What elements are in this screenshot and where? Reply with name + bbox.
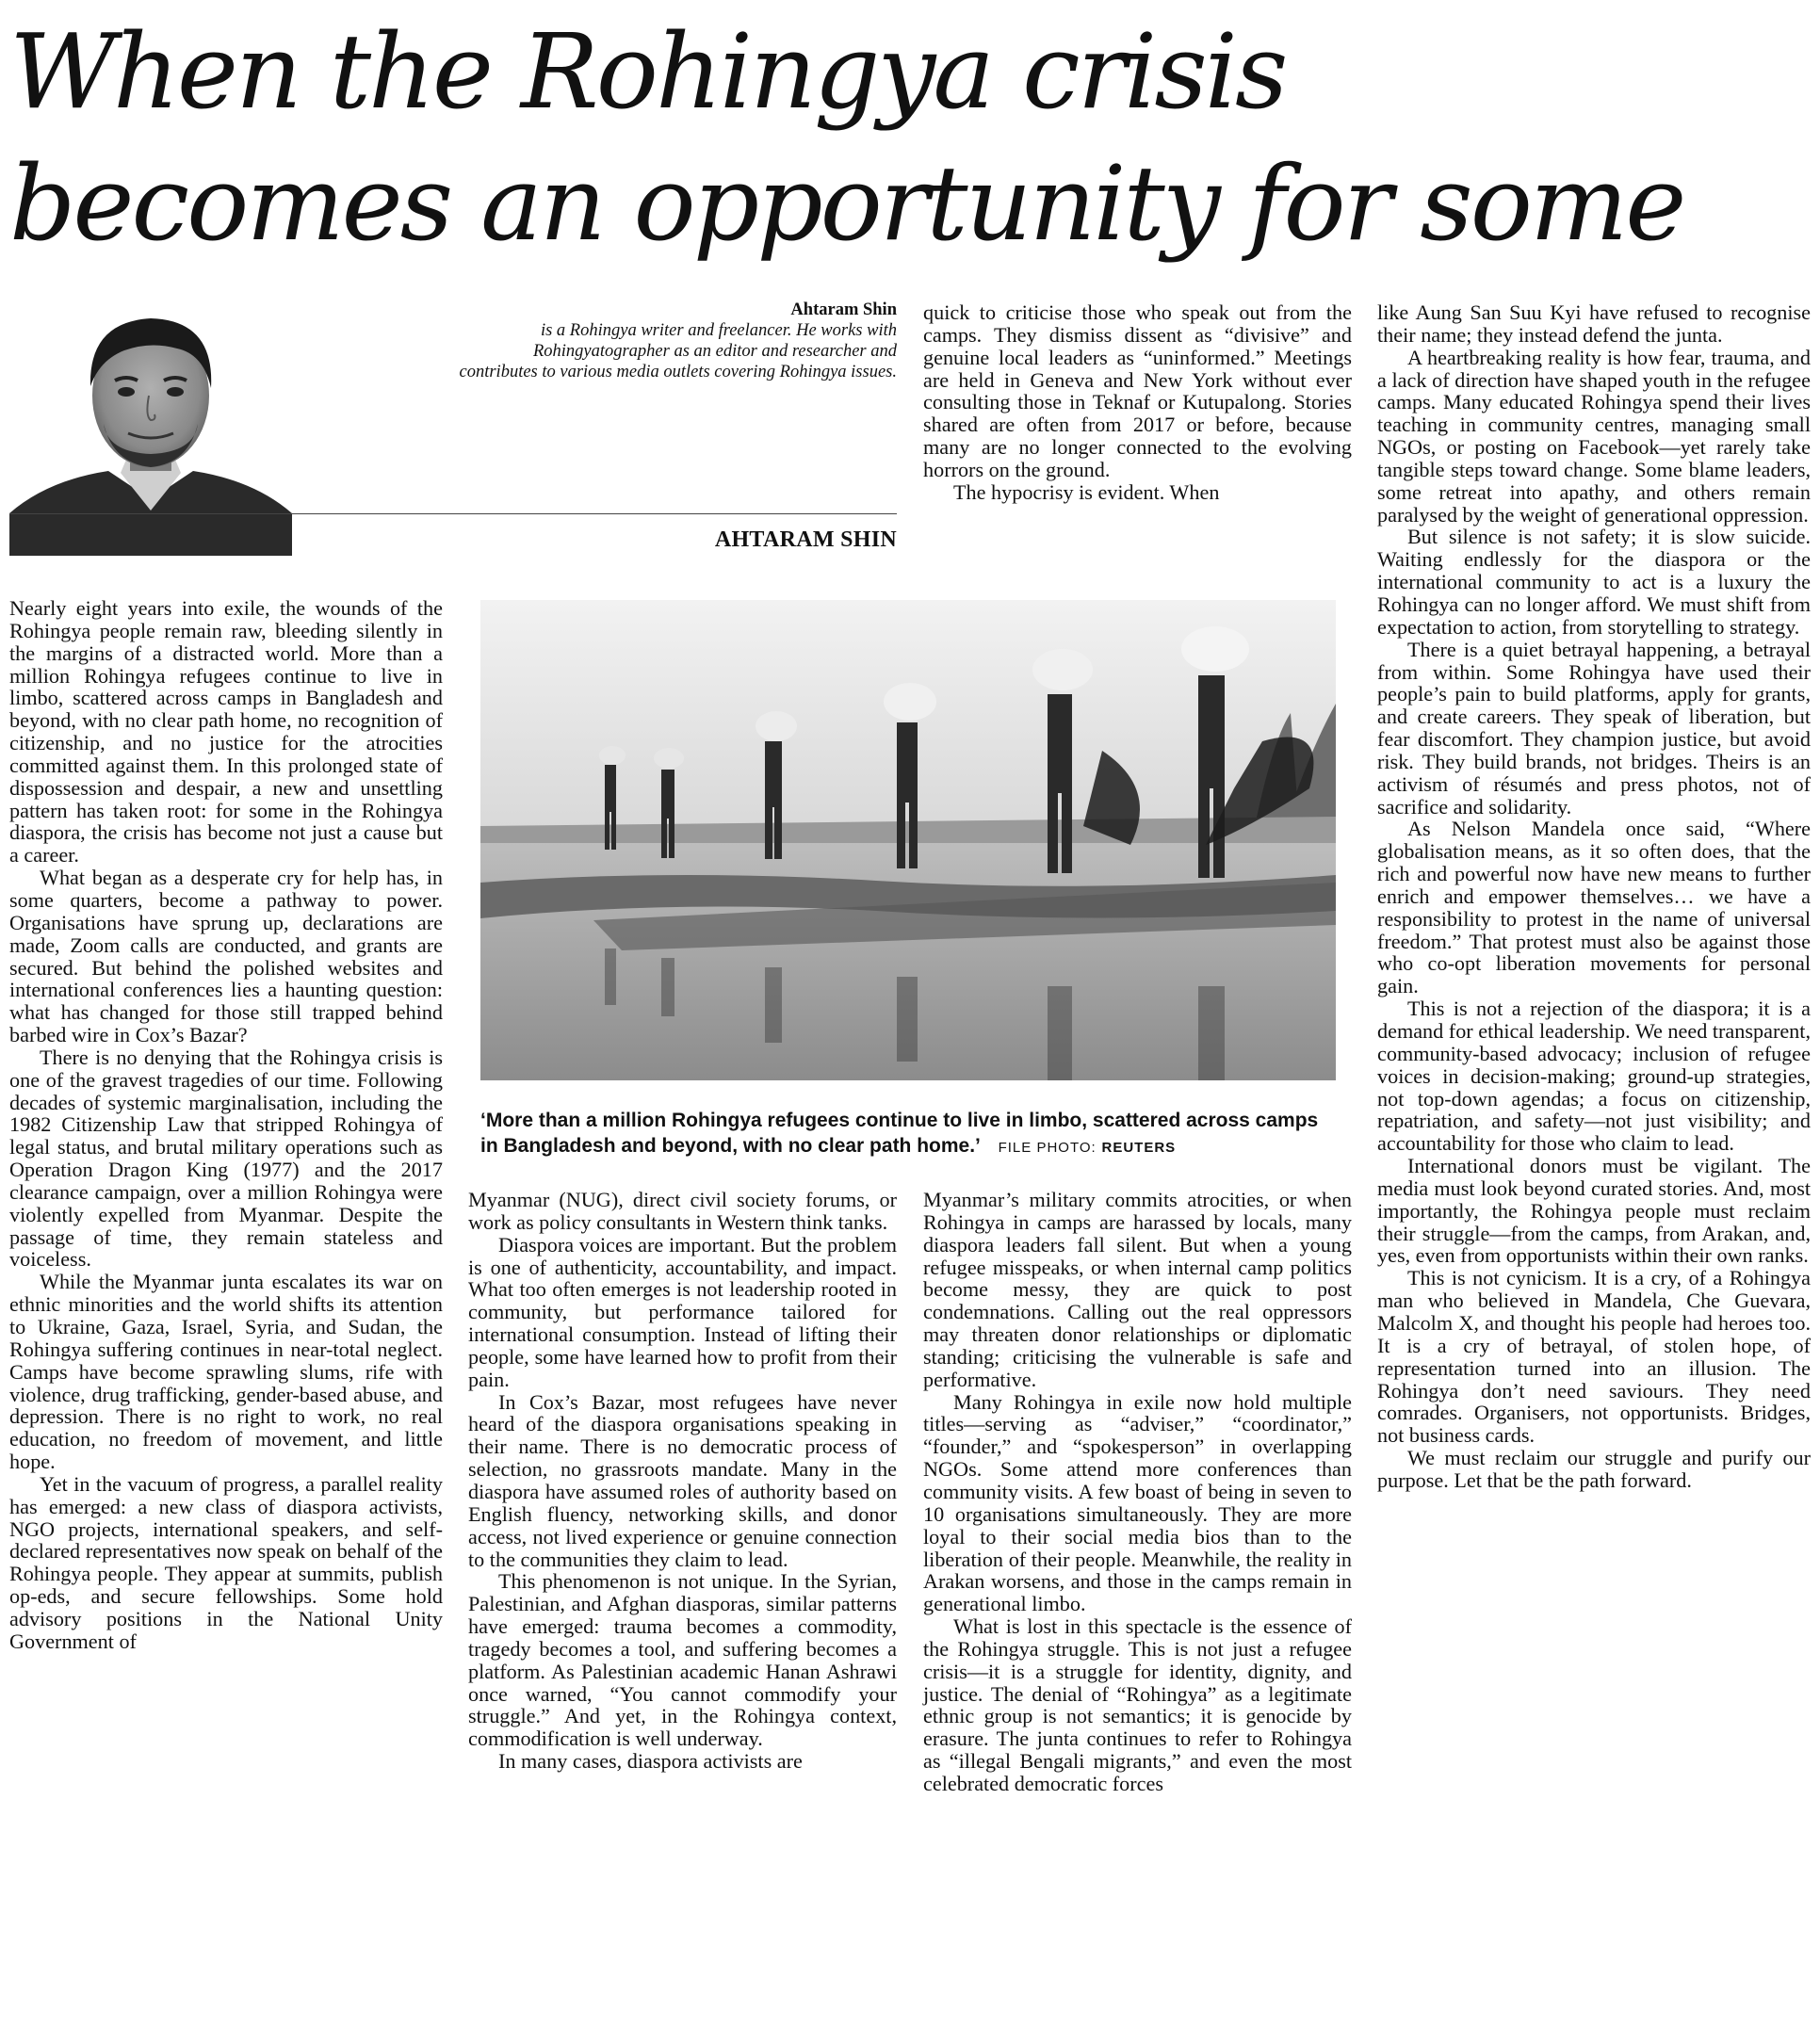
article-column-4 <box>1377 301 1811 1492</box>
headline <box>9 6 1813 269</box>
paragraph: What began as a desperate cry for help has, in some quarters, become a pathway to power. Organisations have sprung up, declarations are made, Zoom calls are conducted, and grants are secured. But behind the polished websites and international conferences lies a haunting question: what has changed for those still trapped behind barbed wire in Cox’s Bazar? <box>9 866 443 1047</box>
paragraph: This is not a rejection of the diaspora; it is a demand for ethical leadership. We need transparent, community-based advocacy; inclusion of refugee voices in decision-making; ground-up strategies, not top-down agendas; a focus on citizenship, repatriation, and safety—not just visibility; and accountability for those who claim to lead. <box>1377 997 1811 1156</box>
author-portrait <box>9 301 292 556</box>
paragraph: Myanmar’s military commits atrocities, or when Rohingya in camps are harassed by locals, many diaspora leaders fall silent. But when a young refugee misspeaks, or when internal camp politics become messy, they are quick to post condemnations. Calling out the real oppressors may threaten donor relationships or diplomatic standing; criticising the vulnerable is safe and performative. <box>923 1188 1352 1391</box>
bio-author-name: Ahtaram Shin <box>790 300 897 319</box>
photo-credit-label: FILE PHOTO: <box>998 1140 1097 1156</box>
article-column-2 <box>468 1189 897 1773</box>
paragraph: A heartbreaking reality is how fear, trauma, and a lack of direction have shaped youth in the refugee camps. Many educated Rohingya spend their lives teaching in community centres, managing small NGOs, or posting on Facebook—yet rarely take tangible steps toward change. Some blame leaders, some retreat into apathy, and others remain paralysed by the weight of generational oppression. <box>1377 345 1811 527</box>
paragraph: There is no denying that the Rohingya crisis is one of the gravest tragedies of our time. Following decades of systemic marginalisation, including the 1982 Citizenship Law that stripped Rohingya of legal status, and brutal military operations such as Operation Dragon King (1977) and the 2017 clearance campaign, over a million Rohingya were violently expelled from Myanmar. Despite the passage of time, they remain stateless and voiceless. <box>9 1045 443 1272</box>
headline-line-1: When the Rohingya crisis <box>9 11 1286 132</box>
article-column-1 <box>9 597 443 1653</box>
headline-line-2: becomes an opportunity for some <box>9 143 1684 264</box>
paragraph: While the Myanmar junta escalates its war on ethnic minorities and the world shifts its attention to Ukraine, Gaza, Israel, Syria, and Sudan, the Rohingya suffering continues in near-total neglect. Camps have become sprawling slums, rife with violence, drug trafficking, gender-based abuse, and depression. There is no right to work, no real education, no freedom of movement, and little hope. <box>9 1270 443 1474</box>
paragraph: In Cox’s Bazar, most refugees have never heard of the diaspora organisations speaking in their name. There is no democratic process of selection, no grassroots mandate. Many in the diaspora have assumed roles of authority based on English fluency, networking skills, and donor access, not lived experience or genuine connection to the communities they claim to lead. <box>468 1389 897 1571</box>
byline-rule <box>9 513 897 514</box>
paragraph: Many Rohingya in exile now hold multiple titles—serving as “adviser,” “coordinator,” “founder,” and “spokesperson” in overlapping NGOs. Some attend more conferences than community visits. A few boast of being in seven to 10 organisations simultaneously. They are more loyal to their social media bios than to the liberation of their people. Meanwhile, the reality in Arakan worsens, and those in the camps remain in generational limbo. <box>923 1389 1352 1616</box>
photo-credit-source: REUTERS <box>1101 1140 1177 1156</box>
bio-description: is a Rohingya writer and freelancer. He works with Rohingyatographer as an editor and researcher and contributes to various media outlets covering Rohingya issues. <box>459 321 897 381</box>
paragraph: In many cases, diaspora activists are <box>498 1749 803 1774</box>
paragraph: International donors must be vigilant. The media must look beyond curated stories. And, most importantly, the Rohingya people must reclaim their struggle—from the camps, from Arakan, and, yes, even from opportunists within their own ranks. <box>1377 1154 1811 1268</box>
paragraph: But silence is not safety; it is slow suicide. Waiting endlessly for the diaspora or the international community to act is a luxury the Rohingya can no longer afford. We must shift from expectation to action, from storytelling to strategy. <box>1377 525 1811 639</box>
paragraph: As Nelson Mandela once said, “Where globalisation means, as it so often does, that the rich and powerful now have new means to further enrich and empower themselves… we have a responsibility to protest in the name of universal freedom.” That protest must also be against those who co-opt liberation movements for personal gain. <box>1377 817 1811 998</box>
paragraph: quick to criticise those who speak out from the camps. They dismiss dissent as “divisive” and genuine local leaders as “uninformed.” Meetings are held in Geneva and New York without ever consulting those in Teknaf or Kutupalong. Stories shared are often from 2017 or before, because many are no longer connected to the evolving horrors on the ground. <box>923 300 1352 481</box>
photo-caption <box>480 1108 1336 1160</box>
paragraph: like Aung San Suu Kyi have refused to recognise their name; they instead defend the junta. <box>1377 300 1811 347</box>
paragraph: There is a quiet betrayal happening, a betrayal from within. Some Rohingya have used their people’s pain to build platforms, apply for grants, and create careers. They speak of liberation, but fear discomfort. They champion justice, but avoid risk. They build brands, not bridges. Theirs is an activism of résumés and press photos, not of sacrifice and solidarity. <box>1377 637 1811 819</box>
paragraph: Yet in the vacuum of progress, a parallel reality has emerged: a new class of diaspora activists, NGO projects, international speakers, and self-declared representatives now speak on behalf of the Rohingya people. They appear at summits, publish op-eds, and secure fellowships. Some hold advisory positions in the National Unity Government of <box>9 1471 443 1653</box>
paragraph: The hypocrisy is evident. When <box>953 479 1220 504</box>
article-column-3-bottom <box>923 1189 1352 1795</box>
paragraph: This is not cynicism. It is a cry, of a Rohingya man who believed in Mandela, Che Guevara, Malcolm X, and thought his people had heroes too. It is a cry of betrayal, of stolen hope, of representation turned into an illusion. The Rohingya don’t need saviours. They need comrades. Organisers, not opportunists. Bridges, not business cards. <box>1377 1266 1811 1448</box>
paragraph: Myanmar (NUG), direct civil society forums, or work as policy consultants in Western think tanks. <box>468 1188 897 1234</box>
paragraph: We must reclaim our struggle and purify our purpose. Let that be the path forward. <box>1377 1446 1811 1492</box>
author-bio <box>452 300 897 382</box>
paragraph: What is lost in this spectacle is the essence of the Rohingya struggle. This is not just a refugee crisis—it is a struggle for identity, dignity, and justice. The denial of “Rohingya” as a legitimate ethnic group is not semantics; it is genocide by erasure. The junta continues to refer to Rohingya as “illegal Bengali migrants,” and even the most celebrated democratic forces <box>923 1614 1352 1795</box>
article-column-3-top <box>923 301 1352 504</box>
paragraph: Nearly eight years into exile, the wounds of the Rohingya people remain raw, bleeding silently in the margins of a distracted world. More than a million Rohingya refugees continue to live in limbo, scattered across camps in Bangladesh and beyond, with no clear path home, no recognition of citizenship, and no justice for the atrocities committed against them. In this prolonged state of dispossession and despair, a new and unsettling pattern has taken root: for some in the Rohingya diaspora, the crisis has become not just a cause but a career. <box>9 596 443 867</box>
paragraph: Diaspora voices are important. But the problem is one of authenticity, accountability, and impact. What too often emerges is not leadership rooted in community, but performance tailored for international consumption. Instead of lifting their people, some have learned how to profit from their pain. <box>468 1232 897 1391</box>
byline: AHTARAM SHIN <box>714 527 897 552</box>
article-photo <box>480 600 1336 1080</box>
paragraph: This phenomenon is not unique. In the Syrian, Palestinian, and Afghan diasporas, similar patterns have emerged: trauma becomes a commodity, tragedy becomes a tool, and suffering becomes a platform. As Palestinian academic Hanan Ashrawi once warned, “You cannot commodify your struggle.” And yet, in the Rohingya context, commodification is well underway. <box>468 1569 897 1751</box>
caption-text: ‘More than a million Rohingya refugees continue to live in limbo, scattered across camps in Bangladesh and beyond, with no clear path home.’ <box>480 1110 1319 1157</box>
